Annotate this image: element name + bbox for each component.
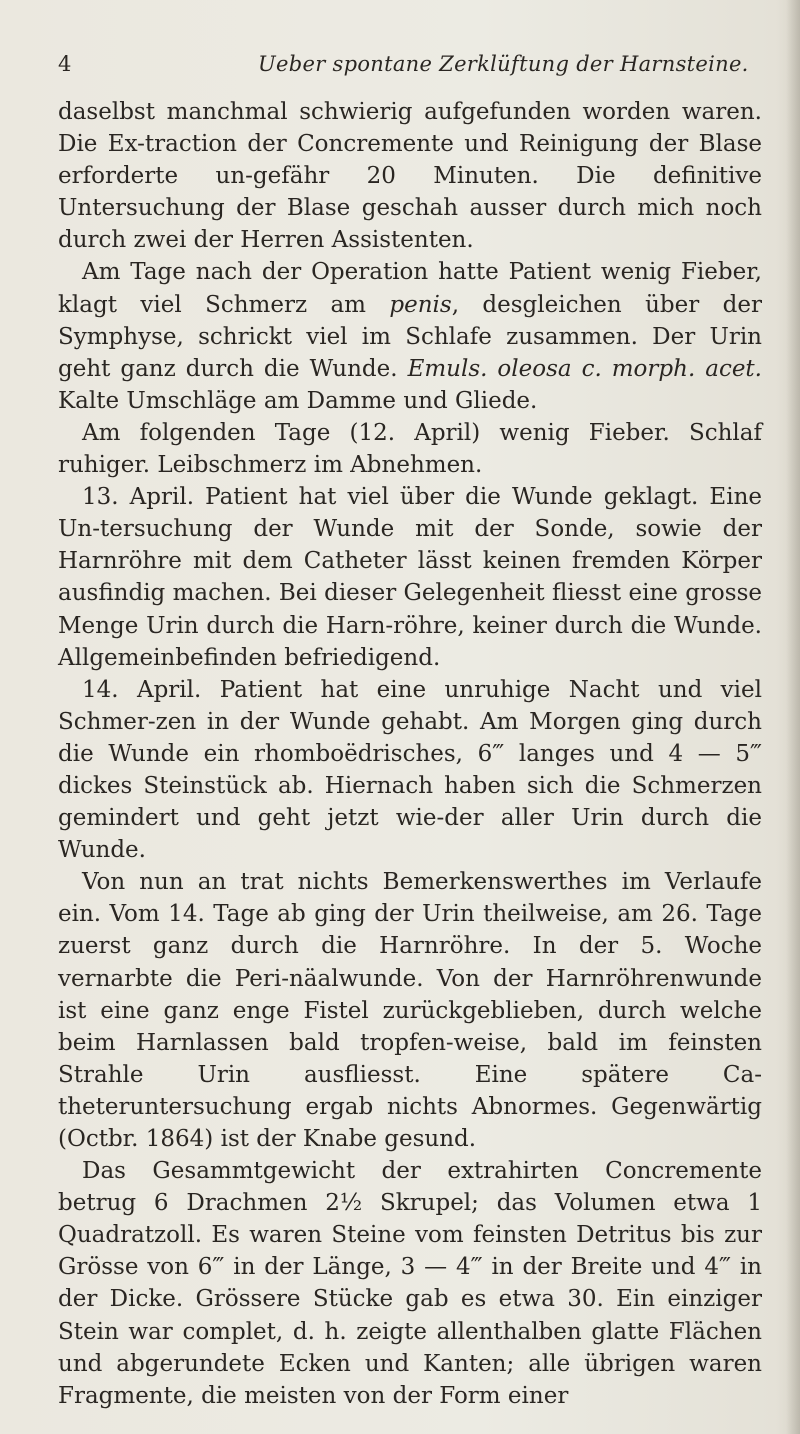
- paragraph-text: Das Gesammtgewicht der extrahirten Concremente betrug 6 Drachmen 2½ Skrupel; das Volumen etwa 1 Quadratzoll. Es waren Steine vom feinsten Detritus bis zur Grösse von 6‴ in der Länge, 3 — 4‴ in der Breite und 4‴ in der Dicke. Grössere Stücke gab es etwa 30. Ein einziger Stein war complet, d. h. zeigte allenthalben glatte Flächen und abgerundete Ecken und Kanten; alle übrigen waren Fragmente, die meisten von der Form einer: [58, 1158, 762, 1409]
- running-title: Ueber spontane Zerklüftung der Harnsteine.: [258, 52, 749, 76]
- paragraph-text: Von nun an trat nichts Bemerkenswerthes im Verlaufe ein. Vom 14. Tage ab ging der Urin theilweise, am 26. Tage zuerst ganz durch die Harnröhre. In der 5. Woche vernarbte die Peri-näalwunde. Von der Harnröhrenwunde ist eine ganz enge Fistel zurückgeblieben, durch welche beim Harnlassen bald tropfen-weise, bald im feinsten Strahle Urin ausfliesst. Eine spätere Ca-theteruntersuchung ergab nichts Abnormes. Gegenwärtig (Octbr. 1864) ist der Knabe gesund.: [58, 869, 762, 1152]
- paragraph-3: [58, 417, 762, 481]
- paragraph-text: Am Tage nach der Operation hatte Patient wenig Fieber, klagt viel Schmerz am: [58, 259, 762, 318]
- italic-term-penis: penis: [389, 291, 452, 318]
- paragraph-5: [58, 674, 762, 867]
- paragraph-1: [58, 96, 762, 256]
- paragraph-4: [58, 481, 762, 674]
- paragraph-text: Kalte Umschläge am Damme und Gliede.: [58, 387, 538, 414]
- paragraph-text: , desgleichen über der Symphyse, schrickt viel im Schlafe zusammen. Der Urin geht ganz durch die Wunde.: [58, 291, 762, 382]
- paragraph-text: Am folgenden Tage (12. April) wenig Fieber. Schlaf ruhiger. Leibschmerz im Abnehmen.: [58, 419, 762, 479]
- page-header: [58, 52, 758, 86]
- paragraph-6: [58, 866, 762, 1155]
- page-number: 4: [58, 52, 72, 76]
- page-edge-shadow: [786, 0, 800, 1434]
- paragraph-text: daselbst manchmal schwierig aufgefunden worden waren. Die Ex-traction der Concremente und Reinigung der Blase erforderte un-gefähr 20 Minuten. Die definitive Untersuchung der Blase geschah ausser durch mich noch durch zwei der Herren Assistenten.: [58, 99, 762, 254]
- italic-prescription: Emuls. oleosa c. morph. acet.: [407, 355, 762, 382]
- paragraph-text: 14. April. Patient hat eine unruhige Nacht und viel Schmer-zen in der Wunde gehabt. Am Morgen ging durch die Wunde ein rhomboëdrisches, 6‴ langes und 4 — 5‴ dickes Steinstück ab. Hiernach haben sich die Schmerzen gemindert und geht jetzt wie-der aller Urin durch die Wunde.: [58, 676, 762, 864]
- paragraph-2: [58, 256, 762, 416]
- body-text: [58, 96, 762, 1412]
- paragraph-7: [58, 1155, 762, 1412]
- paragraph-text: 13. April. Patient hat viel über die Wunde geklagt. Eine Un-tersuchung der Wunde mit der Sonde, sowie der Harnröhre mit dem Catheter lässt keinen fremden Körper ausfindig machen. Bei dieser Gelegenheit fliesst eine grosse Menge Urin durch die Harn-röhre, keiner durch die Wunde. Allgemeinbefinden befriedigend.: [58, 484, 762, 671]
